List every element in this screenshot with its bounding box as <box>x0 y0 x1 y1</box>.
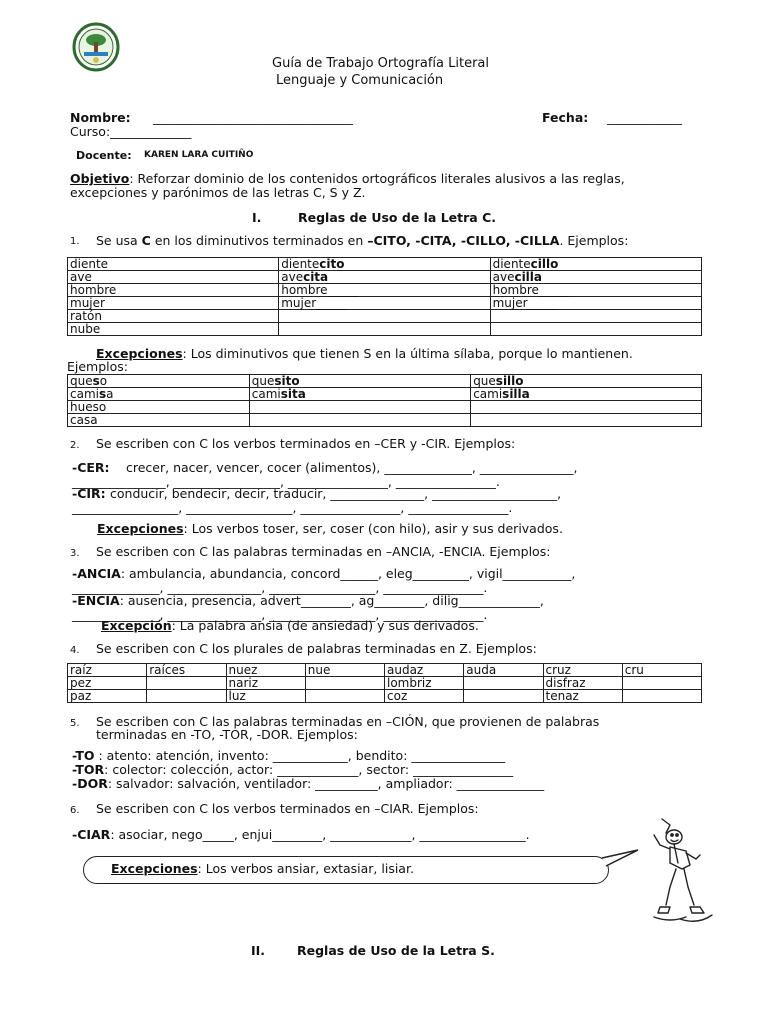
rule-6-exc-label: Excepciones <box>111 861 198 876</box>
table-cell <box>279 271 490 284</box>
table-cell: nariz <box>226 677 305 690</box>
cell-text: cami <box>70 387 99 401</box>
encia-label: -ENCIA <box>72 593 120 608</box>
rule-6-number: 6. <box>70 805 80 816</box>
table-cell <box>68 258 279 271</box>
table-cell <box>464 690 543 703</box>
docente-name: KAREN LARA CUITIÑO <box>144 150 254 160</box>
rule-6-exc-text: : Los verbos ansiar, extasiar, lisiar. <box>197 861 414 876</box>
table-cell <box>471 401 702 414</box>
table-cell <box>68 414 250 427</box>
objetivo-label: Objetivo <box>70 171 130 186</box>
table-row <box>68 690 702 703</box>
cell-text: ave <box>70 270 92 284</box>
to-text: : atento: atención, invento: ____________, bendito: _______________ <box>94 748 506 763</box>
table-cell <box>464 677 543 690</box>
rule-3-exc-label: Excepción <box>101 618 172 633</box>
rule-2-text: Se escriben con C los verbos terminados en –CER y -CIR. Ejemplos: <box>96 436 516 451</box>
table-cell <box>471 388 702 401</box>
tor-text: : colector: colección, actor: _____________, sector: ________________ <box>104 762 514 777</box>
fecha-field[interactable]: ____________ <box>607 110 682 125</box>
table-cell <box>249 414 470 427</box>
table-cell <box>68 271 279 284</box>
table-cell: nue <box>305 664 384 677</box>
table-row <box>68 388 702 401</box>
section-2-title: Reglas de Uso de la Letra S. <box>297 943 495 958</box>
page-subtitle: Lenguaje y Comunicación <box>276 73 444 88</box>
rule-1-number: 1. <box>70 236 80 247</box>
cell-text: mujer <box>70 296 105 310</box>
rule-1-exc-text: : Los diminutivos que tienen S en la última sílaba, porque lo mantienen. <box>182 346 633 361</box>
dor-text: : salvador: salvación, ventilador: __________, ampliador: ______________ <box>107 776 545 791</box>
to-label: -TO <box>72 748 95 763</box>
table-row <box>68 297 702 310</box>
table-cell <box>279 284 490 297</box>
cell-text: nube <box>70 322 101 336</box>
exception-table <box>67 374 702 427</box>
cell-text: mujer_____ <box>492 296 558 310</box>
cell-text: cillo <box>530 257 559 271</box>
cell-text: a <box>106 387 114 401</box>
section-2-number: II. <box>251 943 266 958</box>
rule-1-text-e: . Ejemplos: <box>559 233 629 248</box>
rule-6-exceptions <box>111 862 414 876</box>
ancia-text: : ambulancia, abundancia, concord______, eleg_________, vigil___________, <box>120 566 576 581</box>
table-row <box>68 401 702 414</box>
cell-text: diente <box>70 257 109 271</box>
cir-label: -CIR: <box>72 486 106 501</box>
encia-line-1 <box>72 594 544 608</box>
table-cell <box>68 375 250 388</box>
cell-text: cami <box>251 387 281 401</box>
table-row <box>68 664 702 677</box>
table-cell: nuez <box>226 664 305 677</box>
rule-1-text-a: Se usa <box>96 233 142 248</box>
rule-2-exc-label: Excepciones <box>97 521 184 536</box>
table-cell <box>249 401 470 414</box>
page-title: Guía de Trabajo Ortografía Literal <box>272 56 490 71</box>
table-row <box>68 258 702 271</box>
table-cell <box>622 690 701 703</box>
dor-label: -DOR <box>72 776 108 791</box>
cell-text: cilla <box>514 270 543 284</box>
table-cell: coz <box>385 690 464 703</box>
curso-field[interactable]: Curso:_____________ <box>70 124 192 139</box>
table-cell <box>279 310 490 323</box>
table-row <box>68 284 702 297</box>
cell-text: sita <box>280 387 306 401</box>
rule-2-exc-text: : Los verbos toser, ser, coser (con hilo), asir y sus derivados. <box>183 521 563 536</box>
table-cell <box>68 284 279 297</box>
rule-3-number: 3. <box>70 548 80 559</box>
cer-line-1: crecer, nacer, vencer, cocer (alimentos), ______________, _______________, <box>126 460 578 475</box>
ancia-line-1 <box>72 567 575 581</box>
objetivo-line-1 <box>70 172 625 186</box>
rule-1-text <box>96 234 628 248</box>
ancia-line-2[interactable]: ______________, _______________, _________________, ________________. <box>72 580 488 595</box>
rule-4-text: Se escriben con C los plurales de palabras terminadas en Z. Ejemplos: <box>96 641 537 656</box>
cell-text: cami <box>473 387 503 401</box>
encia-line-2[interactable]: ______________, _______________, _________________, ________________. <box>72 607 488 622</box>
cell-text: hueso <box>70 400 107 414</box>
rule-4-number: 4. <box>70 645 80 656</box>
bubble-tail <box>600 846 640 868</box>
ancia-label: -ANCIA <box>72 566 121 581</box>
cell-text: ave <box>492 270 515 284</box>
cell-text: diente <box>492 257 531 271</box>
cell-text: o <box>99 374 108 388</box>
table-cell <box>279 297 490 310</box>
table-row <box>68 310 702 323</box>
table-cell: raíz <box>68 664 147 677</box>
cell-text: diente <box>281 257 320 271</box>
table-cell: cru <box>622 664 701 677</box>
school-crest-icon <box>72 22 120 72</box>
nombre-field[interactable]: ________________________________ <box>153 110 353 125</box>
rule-3-exc-text: : La palabra ansia (de ansiedad) y sus derivados. <box>171 618 479 633</box>
table-cell: raíces <box>147 664 226 677</box>
table-cell <box>471 375 702 388</box>
tor-label: -TOR <box>72 762 105 777</box>
table-cell: audaz <box>385 664 464 677</box>
table-cell <box>490 323 701 336</box>
cell-text: s <box>92 374 100 388</box>
encia-text: : ausencia, presencia, advert________, ag________, dilig_____________, <box>119 593 544 608</box>
cell-text: s <box>98 387 107 401</box>
cell-text: cita <box>303 270 329 284</box>
table-cell <box>471 414 702 427</box>
cell-text: sillo <box>495 374 524 388</box>
rule-1-text-c: en los diminutivos terminados en <box>150 233 368 248</box>
cartoon-figure-icon <box>640 815 720 927</box>
rule-5-number: 5. <box>70 718 80 729</box>
objetivo-line-2: excepciones y parónimos de las letras C, S y Z. <box>70 185 366 200</box>
cell-text: hombre_____ <box>281 283 358 297</box>
table-row <box>68 271 702 284</box>
ciar-label: -CIAR <box>72 827 111 842</box>
section-1-number: I. <box>252 210 262 225</box>
rule-2-exceptions <box>97 522 563 536</box>
cell-text: ave <box>281 270 304 284</box>
table-cell <box>622 677 701 690</box>
cell-text: casa <box>70 413 98 427</box>
fecha-label: Fecha: <box>542 110 589 125</box>
table-cell <box>279 323 490 336</box>
table-cell <box>490 284 701 297</box>
cell-text: silla <box>502 387 530 401</box>
cell-text: hombre_____ <box>492 283 569 297</box>
rule-1-exceptions <box>96 347 633 361</box>
ciar-text: : asociar, nego_____, enjui________, _____________, _________________. <box>110 827 530 842</box>
table-cell <box>68 401 250 414</box>
rule-6-text: Se escriben con C los verbos terminados en –CIAR. Ejemplos: <box>96 801 479 816</box>
table-cell <box>305 690 384 703</box>
rule-1-exc-ejemplos: Ejemplos: <box>67 359 129 374</box>
cell-text: que <box>473 374 496 388</box>
to-line <box>72 749 505 763</box>
rule-5-text-1: Se escriben con C las palabras terminadas en –CIÓN, que provienen de palabras <box>96 714 600 729</box>
table-cell <box>490 297 701 310</box>
table-cell <box>249 375 470 388</box>
rule-3-exception <box>101 619 479 633</box>
cell-text: que <box>251 374 275 388</box>
cir-line-1: conducir, bendecir, decir, traducir, _______________, ____________________, <box>110 486 562 501</box>
table-cell <box>249 388 470 401</box>
ciar-line <box>72 828 530 842</box>
cell-text: mujer_____ <box>281 296 347 310</box>
table-row <box>68 323 702 336</box>
table-cell <box>68 323 279 336</box>
cell-text: que <box>70 374 93 388</box>
cir-line-2[interactable]: _________________, _________________, ________________, ________________. <box>72 500 513 515</box>
table-cell <box>305 677 384 690</box>
table-cell: lombriz <box>385 677 464 690</box>
table-row <box>68 677 702 690</box>
dor-line <box>72 777 544 791</box>
cell-text: cito <box>319 257 345 271</box>
table-cell <box>147 690 226 703</box>
diminutive-table <box>67 257 702 336</box>
table-cell <box>490 258 701 271</box>
table-cell: pez <box>68 677 147 690</box>
rule-1-endings: –CITO, -CITA, -CILLO, -CILLA <box>367 233 560 248</box>
cell-text: sito <box>274 374 300 388</box>
cer-line-2[interactable]: _______________, _________________, ________________, ________________. <box>72 474 500 489</box>
table-cell <box>68 297 279 310</box>
table-cell <box>490 310 701 323</box>
objetivo-text: : Reforzar dominio de los contenidos ortográficos literales alusivos a las reglas, <box>129 171 625 186</box>
table-cell: paz <box>68 690 147 703</box>
table-cell <box>68 310 279 323</box>
cer-label: -CER: <box>72 460 110 475</box>
plural-table <box>67 663 702 703</box>
docente-label: Docente: <box>76 149 132 162</box>
rule-3-text: Se escriben con C las palabras terminadas en –ANCIA, -ENCIA. Ejemplos: <box>96 544 551 559</box>
table-cell: tenaz <box>543 690 622 703</box>
table-cell: disfraz <box>543 677 622 690</box>
nombre-label: Nombre: <box>70 110 131 125</box>
table-cell: auda <box>464 664 543 677</box>
rule-1-letter: C <box>141 233 151 248</box>
table-cell <box>147 677 226 690</box>
table-cell <box>279 258 490 271</box>
table-cell: luz <box>226 690 305 703</box>
table-cell: cruz <box>543 664 622 677</box>
table-cell <box>68 388 250 401</box>
cell-text: ratón <box>70 309 102 323</box>
cell-text: hombre <box>70 283 117 297</box>
rule-1-exc-label: Excepciones <box>96 346 183 361</box>
table-row <box>68 375 702 388</box>
rule-5-text-2: terminadas en -TO, -TOR, -DOR. Ejemplos: <box>96 727 358 742</box>
tor-line <box>72 763 513 777</box>
table-cell <box>490 271 701 284</box>
section-1-title: Reglas de Uso de la Letra C. <box>298 210 497 225</box>
rule-2-number: 2. <box>70 440 80 451</box>
table-row <box>68 414 702 427</box>
